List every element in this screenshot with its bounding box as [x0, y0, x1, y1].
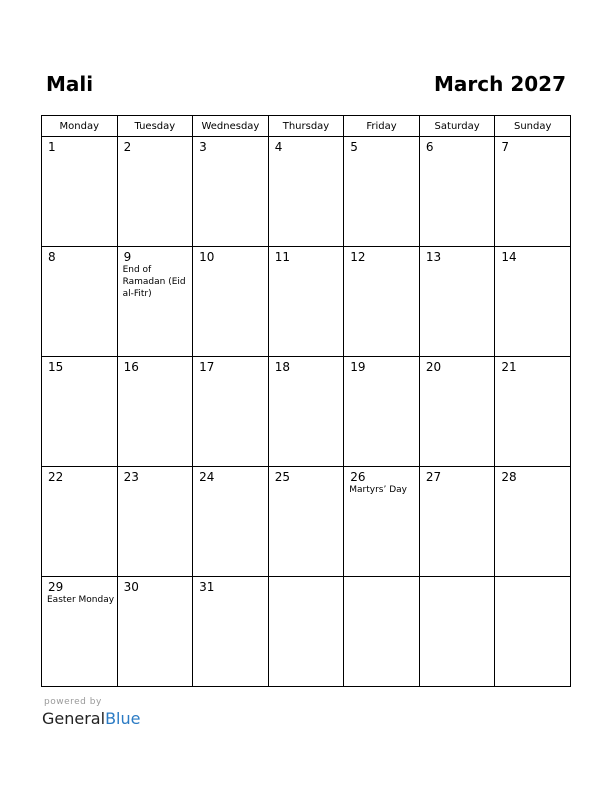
- day-cell: [268, 577, 344, 687]
- day-number: 2: [123, 140, 132, 154]
- day-cell: [42, 137, 118, 247]
- day-cell: [419, 137, 495, 247]
- day-cell: [268, 137, 344, 247]
- day-number: 3: [199, 140, 207, 154]
- day-number: 6: [425, 140, 434, 154]
- day-cell: [344, 247, 420, 357]
- day-number: 21: [501, 360, 517, 374]
- day-number: 30: [123, 580, 139, 594]
- day-cell: [268, 467, 344, 577]
- day-number: 16: [123, 360, 139, 374]
- day-number: 20: [425, 360, 442, 374]
- day-cell: [117, 137, 193, 247]
- day-number: 29: [48, 580, 64, 594]
- weekday-wednesday: Wednesday: [193, 116, 269, 137]
- calendar-grid: [41, 115, 571, 687]
- footer-branding: [42, 697, 140, 729]
- day-number: 10: [199, 250, 215, 264]
- day-number: [420, 577, 495, 580]
- day-cell: [42, 577, 118, 687]
- day-cell: [117, 467, 193, 577]
- day-cell: [419, 467, 495, 577]
- powered-by-label: powered by: [44, 697, 102, 707]
- week-row-3: [42, 357, 571, 467]
- generalblue-logo[interactable]: [42, 709, 140, 729]
- weekday-saturday: Saturday: [419, 116, 495, 137]
- day-number: [269, 577, 344, 580]
- day-number: [344, 577, 419, 580]
- day-cell: [495, 467, 571, 577]
- day-number: 9: [123, 250, 132, 264]
- day-cell: [419, 577, 495, 687]
- day-cell: [193, 247, 269, 357]
- day-number: 31: [199, 580, 215, 594]
- day-cell: [344, 357, 420, 467]
- day-number: 24: [199, 470, 215, 484]
- day-number: 19: [350, 360, 366, 374]
- day-number: 23: [123, 470, 139, 484]
- day-cell: [419, 247, 495, 357]
- day-number: 1: [48, 140, 56, 154]
- weekday-monday: Monday: [42, 116, 118, 137]
- weekday-sunday: Sunday: [495, 116, 571, 137]
- day-cell: [193, 357, 269, 467]
- day-number: 17: [199, 360, 215, 374]
- day-cell: [495, 247, 571, 357]
- day-number: 18: [274, 360, 290, 374]
- day-number: 4: [274, 140, 283, 154]
- day-number: 15: [48, 360, 64, 374]
- day-number: 25: [274, 470, 290, 484]
- day-cell: [117, 577, 193, 687]
- week-row-4: [42, 467, 571, 577]
- country-title: Mali: [46, 72, 94, 96]
- day-cell: [419, 357, 495, 467]
- day-cell: [117, 357, 193, 467]
- week-row-2: [42, 247, 571, 357]
- day-number: 5: [350, 140, 358, 154]
- day-number: 13: [425, 250, 442, 264]
- day-cell: [344, 467, 420, 577]
- day-number: 22: [48, 470, 64, 484]
- day-cell: [193, 577, 269, 687]
- day-number: 27: [425, 470, 442, 484]
- weekday-tuesday: Tuesday: [117, 116, 193, 137]
- holiday-label: Martyrs’ Day: [349, 485, 407, 495]
- week-row-1: [42, 137, 571, 247]
- weekday-thursday: Thursday: [268, 116, 344, 137]
- day-number: 12: [350, 250, 366, 264]
- weekday-header-row: [42, 116, 571, 137]
- holiday-label: End of Ramadan (Eid al-Fitr): [122, 265, 186, 299]
- brand-name-part2: Blue: [105, 709, 141, 728]
- day-cell: [193, 137, 269, 247]
- day-number: 14: [501, 250, 517, 264]
- brand-name-part1: General: [42, 709, 106, 728]
- day-number: 7: [501, 140, 510, 154]
- day-cell: [344, 577, 420, 687]
- day-cell: [495, 137, 571, 247]
- day-cell: [42, 357, 118, 467]
- day-cell: [344, 137, 420, 247]
- day-number: 26: [350, 470, 366, 484]
- day-cell: [268, 247, 344, 357]
- day-number: [495, 577, 570, 580]
- day-number: 28: [501, 470, 517, 484]
- week-row-5: [42, 577, 571, 687]
- day-cell: [117, 247, 193, 357]
- day-cell: [42, 467, 118, 577]
- day-number: 8: [48, 250, 56, 264]
- day-cell: [495, 357, 571, 467]
- day-cell: [42, 247, 118, 357]
- day-number: 11: [274, 250, 290, 264]
- month-year-title: March 2027: [434, 72, 566, 96]
- day-cell: [193, 467, 269, 577]
- day-cell: [268, 357, 344, 467]
- day-cell: [495, 577, 571, 687]
- weekday-friday: Friday: [344, 116, 420, 137]
- holiday-label: Easter Monday: [47, 595, 115, 605]
